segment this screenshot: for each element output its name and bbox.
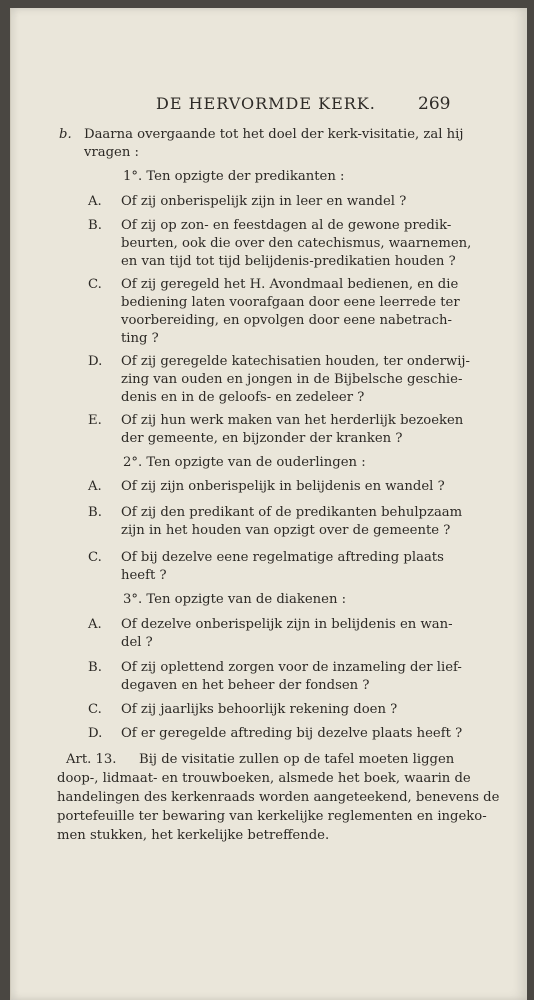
item-label-1d: D. <box>88 354 103 369</box>
article-line-4: portefeuille ter bewaring van kerkelijke reglementen en ingeko- <box>57 809 487 824</box>
item-label-b: b. <box>59 127 72 142</box>
item-2b-line-1: Of zij den predikant of de predikanten behulpzaam <box>121 505 463 520</box>
item-1b-line-2: beurten, ook die over den catechismus, waarnemen, <box>121 236 472 251</box>
section-heading-diakenen: 3°. Ten opzigte van de diakenen : <box>123 592 347 607</box>
item-label-1a: A. <box>88 194 102 209</box>
item-2a-line-1: Of zij zijn onberispelijk in belijdenis en wandel ? <box>121 479 445 494</box>
item-1a-line-1: Of zij onberispelijk zijn in leer en wandel ? <box>121 194 407 209</box>
page-header <box>11 8 527 114</box>
item-label-3a: A. <box>88 617 102 632</box>
item-3b-line-1: Of zij oplettend zorgen voor de inzameling der lief- <box>121 660 462 675</box>
item-label-1c: C. <box>88 277 102 292</box>
item-label-3d: D. <box>88 726 103 741</box>
item-1e-line-1: Of zij hun werk maken van het herderlijk bezoeken <box>121 413 464 428</box>
item-1b-line-3: en van tijd tot tijd belijdenis-predikatien houden ? <box>121 254 456 269</box>
item-1b-line-1: Of zij op zon- en feestdagen al de gewone predik- <box>121 218 452 233</box>
item-label-1b: B. <box>88 218 102 233</box>
item-label-1e: E. <box>88 413 102 428</box>
item-1d-line-1: Of zij geregelde katechisatien houden, ter onderwij- <box>121 354 470 369</box>
item-3d-line-1: Of er geregelde aftreding bij dezelve plaats heeft ? <box>121 726 463 741</box>
item-label-3c: C. <box>88 702 102 717</box>
item-1c-line-1: Of zij geregeld het H. Avondmaal bedienen, en die <box>121 277 459 292</box>
running-head: DE HERVORMDE KERK. <box>156 94 376 113</box>
section-heading-predikanten: 1°. Ten opzigte der predikanten : <box>123 169 345 184</box>
article-line-5: men stukken, het kerkelijke betreffende. <box>57 828 330 843</box>
item-3a-line-1: Of dezelve onberispelijk zijn in belijdenis en wan- <box>121 617 453 632</box>
item-1c-line-2: bediening laten voorafgaan door eene leerrede ter <box>121 295 460 310</box>
item-2c-line-2: heeft ? <box>121 568 167 583</box>
item-label-3b: B. <box>88 660 102 675</box>
item-3a-line-2: del ? <box>121 635 153 650</box>
page-number: 269 <box>418 94 451 114</box>
article-line-1: Bij de visitatie zullen op de tafel moeten liggen <box>139 752 455 767</box>
item-1d-line-2: zing van ouden en jongen in de Bijbelsche geschie- <box>121 372 463 387</box>
item-3c-line-1: Of zij jaarlijks behoorlijk rekening doen ? <box>121 702 398 717</box>
item-1c-line-4: ting ? <box>121 331 159 346</box>
item-2c-line-1: Of bij dezelve eene regelmatige aftreding plaats <box>121 550 444 565</box>
item-label-2c: C. <box>88 550 102 565</box>
item-1e-line-2: der gemeente, en bijzonder der kranken ? <box>121 431 403 446</box>
item-2b-line-2: zijn in het houden van opzigt over de gemeente ? <box>121 523 451 538</box>
item-3b-line-2: degaven en het beheer der fondsen ? <box>121 678 370 693</box>
item-1d-line-3: denis en in de geloofs- en zedeleer ? <box>121 390 365 405</box>
item-label-2a: A. <box>88 479 102 494</box>
section-heading-ouderlingen: 2°. Ten opzigte van de ouderlingen : <box>123 455 366 470</box>
article-label: Art. 13. <box>66 752 117 767</box>
article-line-3: handelingen des kerkenraads worden aangeteekend, benevens de <box>57 790 500 805</box>
item-label-2b: B. <box>88 505 102 520</box>
article-line-2: doop-, lidmaat- en trouwboeken, alsmede het boek, waarin de <box>57 771 471 786</box>
book-page <box>10 8 527 1000</box>
item-1c-line-3: voorbereiding, en opvolgen door eene nabetrach- <box>121 313 452 328</box>
item-b-line-2: vragen : <box>84 145 139 160</box>
item-b-line-1: Daarna overgaande tot het doel der kerk-visitatie, zal hij <box>84 127 464 142</box>
